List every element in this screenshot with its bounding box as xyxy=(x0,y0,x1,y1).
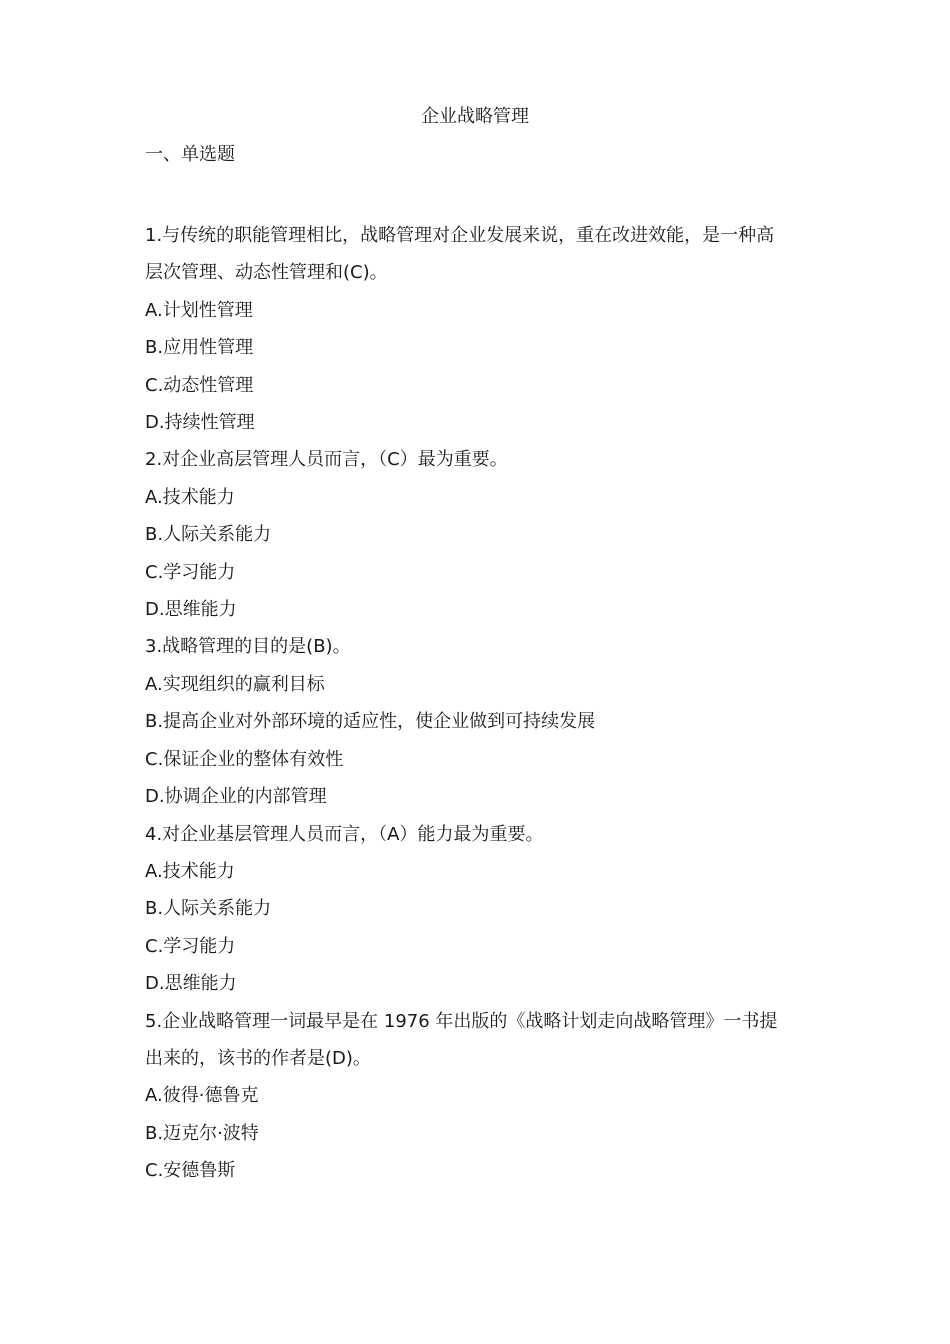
question-2 xyxy=(145,441,815,628)
option-b: B.应用性管理 xyxy=(145,337,254,359)
option-c: C.动态性管理 xyxy=(145,374,254,396)
option-b: B.提高企业对外部环境的适应性，使企业做到可持续发展 xyxy=(145,711,596,733)
option-b: B.人际关系能力 xyxy=(145,898,272,920)
option-d: D.持续性管理 xyxy=(145,412,255,434)
question-5 xyxy=(145,1003,815,1190)
option-c: C.学习能力 xyxy=(145,561,236,583)
question-3 xyxy=(145,628,815,815)
option-a: A.技术能力 xyxy=(145,860,235,882)
question-text: 层次管理、动态性管理和(C)。 xyxy=(145,262,388,284)
option-d: D.思维能力 xyxy=(145,973,237,995)
section-heading: 一、单选题 xyxy=(145,144,235,165)
option-a: A.彼得·德鲁克 xyxy=(145,1085,259,1107)
option-d: D.思维能力 xyxy=(145,599,237,621)
question-list xyxy=(145,217,815,1190)
option-a: A.技术能力 xyxy=(145,486,235,508)
option-c: C.学习能力 xyxy=(145,935,236,957)
question-text: 1.与传统的职能管理相比，战略管理对企业发展来说，重在改进效能，是一种高 xyxy=(145,225,775,246)
document-title: 企业战略管理 xyxy=(421,106,529,127)
question-text: 3.战略管理的目的是(B)。 xyxy=(145,636,351,658)
option-d: D.协调企业的内部管理 xyxy=(145,786,327,808)
question-text: 2.对企业高层管理人员而言，（C）最为重要。 xyxy=(145,449,508,471)
option-a: A.计划性管理 xyxy=(145,299,253,321)
question-4 xyxy=(145,816,815,1003)
option-b: B.迈克尔·波特 xyxy=(145,1122,259,1144)
option-c: C.安德鲁斯 xyxy=(145,1160,236,1182)
option-a: A.实现组织的赢利目标 xyxy=(145,673,325,695)
option-b: B.人际关系能力 xyxy=(145,524,272,546)
option-c: C.保证企业的整体有效性 xyxy=(145,748,344,770)
question-1 xyxy=(145,217,815,441)
question-text: 4.对企业基层管理人员而言，（A）能力最为重要。 xyxy=(145,823,544,845)
question-text: 出来的，该书的作者是(D)。 xyxy=(145,1047,371,1069)
question-text: 5.企业战略管理一词最早是在 1976 年出版的《战略计划走向战略管理》一书提 xyxy=(145,1010,778,1032)
